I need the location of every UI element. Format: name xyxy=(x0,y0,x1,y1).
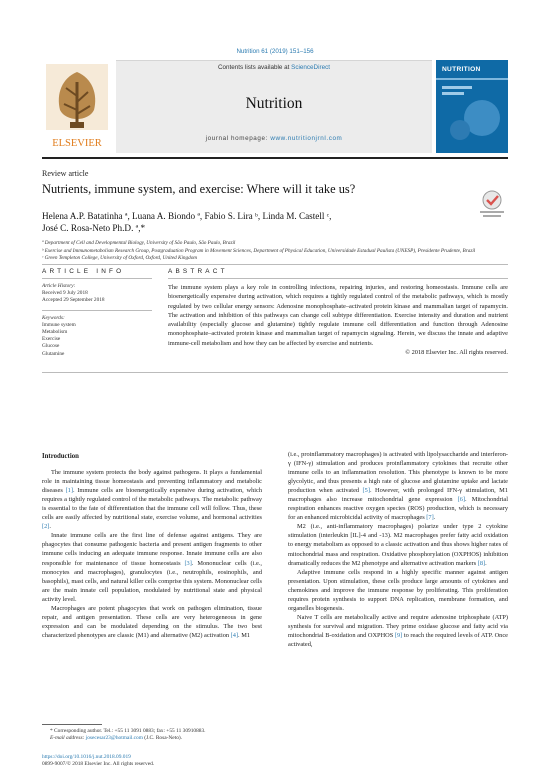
footnote xyxy=(42,728,282,743)
article-title: Nutrients, immune system, and exercise: Where will it take us? xyxy=(42,182,356,196)
paragraph: Adaptive immune cells respond in a highly specific manner against antigen presentation. Upon stimulation, these cells produce large amounts of cytokines and chemokines and improve the immune response by proliferating. This proliferation requires protein synthesis to support DNA replication, membrane formation, and organelles biogenesis. xyxy=(288,568,508,612)
affiliation-c: ᶜ Green Templeton College, University of Oxford, Oxford, United Kingdom xyxy=(42,255,198,262)
cover-title: NUTRITION xyxy=(442,66,481,73)
accepted-date: Accepted 29 September 2018 xyxy=(42,297,105,304)
authors-line-2: José C. Rosa-Neto Ph.D. ª,* xyxy=(42,223,146,233)
abstract-copyright: © 2018 Elsevier Inc. All rights reserved. xyxy=(405,349,508,357)
contents-line: Contents lists available at ScienceDirect xyxy=(217,64,330,71)
journal-banner xyxy=(116,60,432,153)
history-label: Article History: xyxy=(42,283,76,289)
keyword: Immune system xyxy=(42,321,76,328)
paragraph: M2 (i.e., anti-inflammatory macrophages) polarize under type 2 cytokine stimulation (interleukin [IL]-4 and -13). M2 macrophages prefer fatty acid oxidation to energy metabolism as opposed to a classic activation and thus shows higher rates of mitochondrial mass and respiration. Oxidative phosphorylation (OXPHOS) inhibition dramatically reduces the M2 phenotype and alternative activation markers [8]. xyxy=(288,523,508,567)
header-rule xyxy=(42,264,508,265)
affiliation-a: ª Department of Cell and Developmental Biology, University of São Paulo, São Paulo, Brazil xyxy=(42,240,236,246)
masthead-rule xyxy=(42,157,508,159)
footnote-rule xyxy=(42,724,102,725)
keyword: Glucose xyxy=(42,343,60,350)
reference-link[interactable]: [8] xyxy=(477,559,486,567)
paragraph: Macrophages are potent phagocytes that work on pathogen elimination, tissue repair, and antigen presentation. These cells are very heterogeneous in gene expression and can be modulated depending on the stimulus. The two best characterized phenotypes are classic (M1) and alternative (M2) activation [4]. M1 xyxy=(42,604,262,639)
body-column-left xyxy=(42,452,262,640)
paragraph: (i.e., proinflammatory macrophages) is activated with lipolysaccharide and interferon-γ (IFN-γ) stimulation and produces proinflammatory cytokines that recruite other immune cells to an inflammation resolution. This phenotype is known to be more glycolytic, and thus presents a high rate of glucose and glutamine uptake and lactate production when activated [5]. However, with prolonged IFN-γ stimulation, M1 macrophages also increase mitochondrial gene expression [6]. Mitochondrial respiration enhances reactive oxygen species (ROS) production, which is necessary for an enhanced microbicidal activity of macrophages [7]. xyxy=(288,451,508,522)
article-type: Review article xyxy=(42,169,89,178)
email-line: E-mail address: josecesar23@hotmail.com (J.C. Rosa-Neto). xyxy=(50,735,183,742)
abstract-heading: ABSTRACT xyxy=(168,268,228,275)
issn-line: 0899-9007/© 2018 Elsevier Inc. All rights reserved. xyxy=(42,761,155,768)
affiliations xyxy=(42,240,508,263)
keyword: Metabolism xyxy=(42,329,68,336)
abstract-body xyxy=(168,283,508,357)
svg-text:ELSEVIER: ELSEVIER xyxy=(52,138,102,149)
check-for-updates-badge[interactable] xyxy=(476,188,508,220)
section-heading: Introduction xyxy=(42,453,79,460)
journal-citation[interactable]: Nutrition 61 (2019) 151–156 xyxy=(236,48,314,55)
sciencedirect-link[interactable]: ScienceDirect xyxy=(291,64,330,71)
paragraph: Naive T cells are metabolically active and require adenosine triphosphate (ATP) synthesis for survival and migration. They prime oxidase glucose and fatty acid via mitochondrial B-oxidation and OXPHOS [9] to reach the required levels of ATP. Once activated, xyxy=(288,613,508,648)
reference-link[interactable]: [2] xyxy=(42,523,50,531)
email-link[interactable]: josecesar23@hotmail.com xyxy=(85,735,143,742)
article-info-heading: ARTICLE INFO xyxy=(42,268,125,275)
article-info xyxy=(42,283,152,358)
info-divider xyxy=(42,310,152,311)
reference-link[interactable]: [3] xyxy=(184,559,192,567)
reference-link[interactable]: [1] xyxy=(65,487,73,495)
keyword: Glutamine xyxy=(42,350,65,357)
authors-line-1: Helena A.P. Batatinha ª, Luana A. Biondo ª, Fabio S. Lira ᵇ, Linda M. Castell ᶜ, xyxy=(42,211,332,221)
affiliation-b: ᵇ Exercise and Immunometabolism Research Group, Postgraduation Program in Movement Sciences, Department of Physical Education, Universidade Estadual Paulista (UNESP), Presidente Prudente, Brazil xyxy=(42,247,476,254)
reference-link[interactable]: [5] xyxy=(362,487,370,495)
cover-artwork xyxy=(436,60,508,153)
received-date: Received 9 July 2018 xyxy=(42,290,88,297)
author-list xyxy=(42,210,462,234)
info-rule xyxy=(42,278,152,279)
body-column-right xyxy=(288,450,508,649)
keyword: Exercise xyxy=(42,336,61,343)
abstract-bottom-rule xyxy=(42,372,508,373)
reference-link[interactable]: [7] xyxy=(426,514,434,522)
reference-link[interactable]: [6] xyxy=(457,496,466,504)
keywords-label: Keywords: xyxy=(42,314,65,321)
elsevier-logo xyxy=(42,60,112,153)
abstract-rule xyxy=(168,278,508,279)
journal-title: Nutrition xyxy=(245,95,303,112)
journal-cover-thumbnail xyxy=(436,60,508,153)
paragraph: Innate immune cells are the first line of defense against antigens. They are phagocytes that consume pathogenic bacteria and present antigen fragments to other immune cells inducing an adequate immune response. Innate immune cells are also responsible for maintenance of tissue homeostasis [3]. Mononuclear cells (i.e., monocytes and macrophages), granulocytes (i.e., neutrophils, eosinophils, and basophils), mast cells, and natural killer cells comprise this system. Mononuclear cells are the main innate cell population, modulated by nutritional state and physical activity level. xyxy=(42,532,262,603)
doi-block xyxy=(42,754,154,769)
masthead xyxy=(42,60,508,153)
paragraph: The immune system protects the body against pathogens. It plays a fundamental role in maintaining tissue homeostasis and preventing inflammatory and metabolic diseases [1]. Immune cells are bioenergetically expensive during activation, which requires a tightly regulated control of the metabolic pathways. The metabolic pathway is essential to the fate of differentiation that the immune cell will follow. Thus, these cells are easily affected by nutritional state, exercise volume, and hormonal activities [2]. xyxy=(42,469,263,531)
journal-homepage: journal homepage: www.nutritionjrnl.com xyxy=(205,135,343,142)
doi-link[interactable]: https://doi.org/10.1016/j.nut.2018.09.019 xyxy=(42,754,131,760)
corresponding-author: * Corresponding author. Tel.: +55 11 3091 0883; fax: +55 11 30910883. xyxy=(50,728,206,734)
reference-link[interactable]: [9] xyxy=(394,631,403,639)
abstract-text: The immune system plays a key role in controlling infections, repairing injuries, and restoring homeostasis. Immune cells are bioenergetically expensive during activation, which requires a tightly regulated control of the metabolic pathways, which is mostly regulated by two cellular energy sensors: Adenosine monophosphate–activated protein kinase and mammalian target of rapamycin. The activation and inhibition of this pathways can change cell subtype differentiation. Exercise intensity and duration and nutrient availability (especially glucose and glutamine) tightly regulate immune cell differentiation and function through Adenosine monophosphate–activated protein kinase and mammalian target of rapamycin signaling. Herein, we discuss the innate and adaptive immune-cell metabolism and how they can be affected by exercise and nutrients. xyxy=(168,284,508,347)
reference-link[interactable]: [4] xyxy=(230,631,239,639)
homepage-link[interactable]: www.nutritionjrnl.com xyxy=(270,135,343,142)
